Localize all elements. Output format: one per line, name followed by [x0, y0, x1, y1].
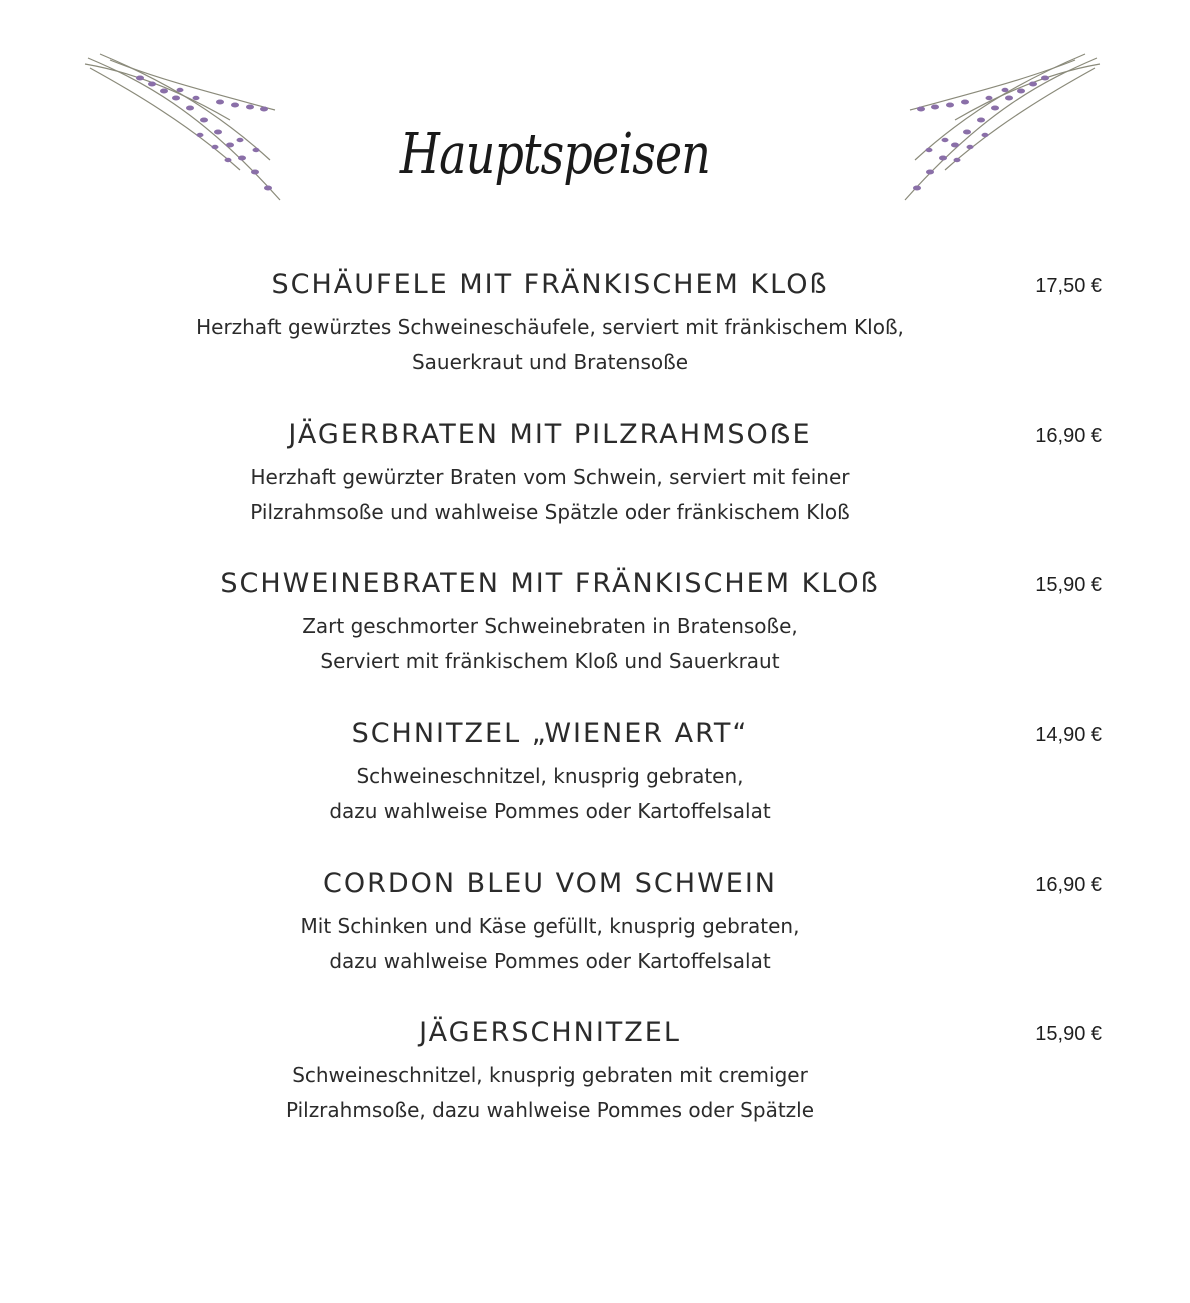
menu-item-description — [0, 909, 1100, 979]
menu-item-description-line: Herzhaft gewürztes Schweineschäufele, serviert mit fränkischem Kloß, — [196, 315, 904, 339]
page-title: Hauptspeisen — [399, 122, 711, 187]
menu-item-price: 16,90 € — [1035, 874, 1102, 896]
menu-item-name: JÄGERBRATEN MIT PILZRAHMSOẞE — [288, 419, 812, 450]
menu-item-price: 14,90 € — [1035, 724, 1102, 746]
menu-item-description-line: Herzhaft gewürzter Braten vom Schwein, serviert mit feiner — [250, 465, 850, 489]
menu-item-description-line: Mit Schinken und Käse gefüllt, knusprig gebraten, — [300, 914, 800, 938]
menu-item-price: 15,90 € — [1035, 574, 1102, 596]
menu-item-description-line: Serviert mit fränkischem Kloß und Sauerkraut — [320, 649, 780, 673]
menu-item-name: SCHNITZEL „WIENER ART“ — [351, 718, 749, 749]
menu-item-name: JÄGERSCHNITZEL — [419, 1017, 681, 1048]
menu-item-description — [0, 460, 1100, 530]
menu-item-description-line: Pilzrahmsoße und wahlweise Spätzle oder fränkischem Kloß — [250, 500, 850, 524]
menu-item-description-line: Pilzrahmsoße, dazu wahlweise Pommes oder Spätzle — [285, 1098, 815, 1122]
menu-item-description-line: Schweineschnitzel, knusprig gebraten, — [356, 764, 744, 788]
menu-item-description — [0, 310, 1100, 380]
menu-item-description-line: Schweineschnitzel, knusprig gebraten mit cremiger — [292, 1063, 808, 1087]
menu-item-description-line: Sauerkraut und Bratensoße — [411, 350, 689, 374]
menu-item-name: CORDON BLEU VOM SCHWEIN — [323, 868, 777, 899]
menu-item-description — [0, 759, 1100, 829]
menu-item-price: 16,90 € — [1035, 425, 1102, 447]
menu-item-description-line: dazu wahlweise Pommes oder Kartoffelsalat — [329, 949, 771, 973]
menu-item-price: 17,50 € — [1035, 275, 1102, 297]
menu-item-description — [0, 1058, 1100, 1128]
menu-item-price: 15,90 € — [1035, 1023, 1102, 1045]
menu-item-name: SCHÄUFELE MIT FRÄNKISCHEM KLOß — [271, 269, 829, 300]
menu-item-description — [0, 609, 1100, 679]
menu-item-description-line: Zart geschmorter Schweinebraten in Bratensoße, — [302, 614, 798, 638]
menu-item-description-line: dazu wahlweise Pommes oder Kartoffelsalat — [329, 799, 771, 823]
menu-item-name: SCHWEINEBRATEN MIT FRÄNKISCHEM KLOß — [220, 568, 880, 599]
